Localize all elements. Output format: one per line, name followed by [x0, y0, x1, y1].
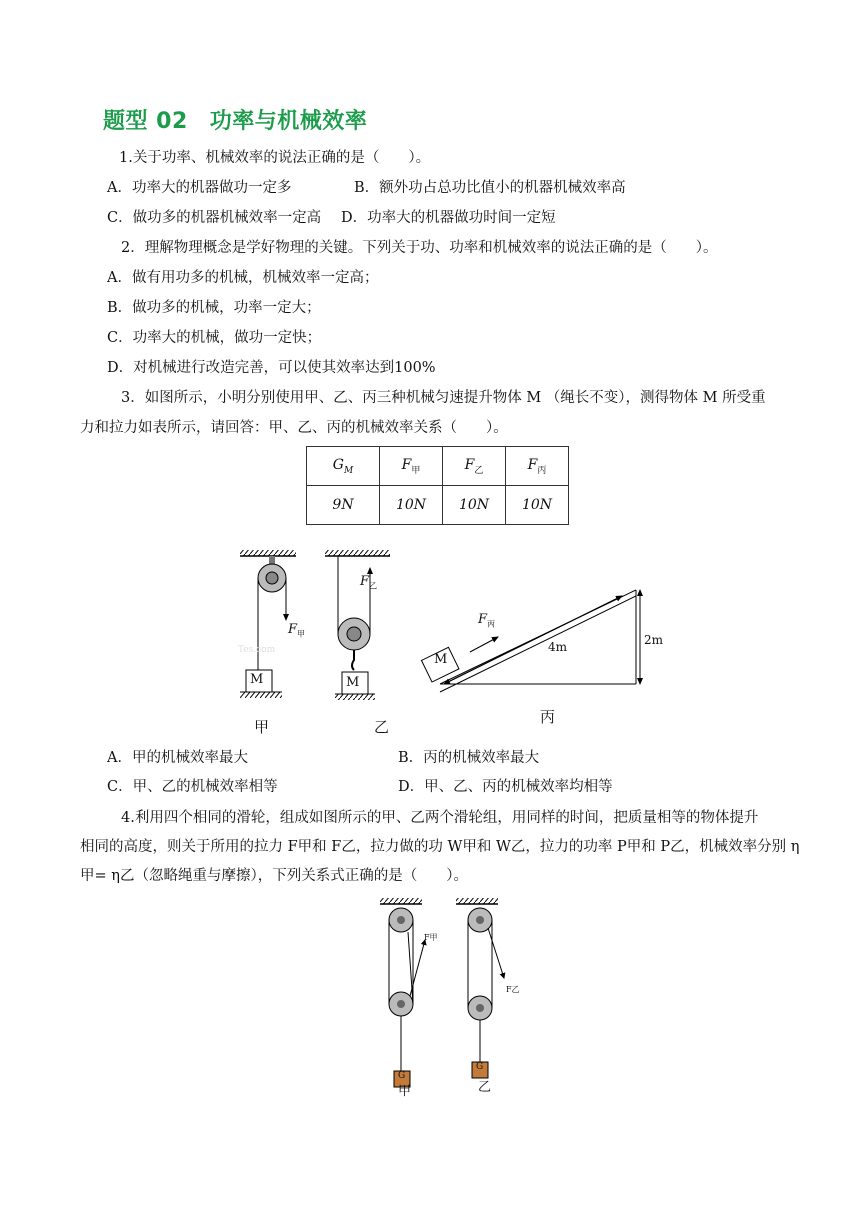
- table-header-cell: $G_M$: [307, 447, 380, 486]
- incline-bing: [421, 590, 640, 692]
- force-table: [306, 446, 569, 525]
- weight-label-yi: G: [476, 1062, 484, 1072]
- q1-option-c: C．做功多的机器机械效率一定高: [107, 210, 322, 226]
- force-label-jia: $F_甲$: [288, 622, 306, 639]
- table-header-cell: $F_乙$: [443, 447, 506, 486]
- q4-stem-line1: 4.利用四个相同的滑轮，组成如图所示的甲、乙两个滑轮组，用同样的时间，把质量相等的物体提升: [121, 810, 759, 826]
- table-cell: 10N: [443, 486, 506, 525]
- table-cell: 10N: [506, 486, 569, 525]
- q3-stem-line1: 3．如图所示，小明分别使用甲、乙、丙三种机械匀速提升物体 M （绳长不变），测得物体 M 所受重: [121, 390, 766, 406]
- watermark: Tes.com: [238, 645, 276, 655]
- table-header-cell: $F_丙$: [506, 447, 569, 486]
- q2-option-b: B．做功多的机械，功率一定大；: [107, 300, 321, 316]
- q3-option-c: C．甲、乙的机械效率相等: [107, 779, 278, 795]
- pulley-group-jia: [380, 898, 425, 1087]
- caption-yi: 乙: [374, 718, 390, 736]
- q2-option-d: D．对机械进行改造完善，可以使其效率达到100%: [107, 360, 436, 376]
- caption-yi-q4: 乙: [478, 1080, 492, 1095]
- incline-height-label: 2m: [644, 633, 664, 647]
- q1-option-b: B．额外功占总功比值小的机器机械效率高: [354, 180, 626, 196]
- force-label-yi-q4: F乙: [506, 985, 520, 994]
- q4-stem-line2: 相同的高度，则关于所用的拉力 F甲和 F乙，拉力做的功 W甲和 W乙，拉力的功率 P甲和 P乙，机械效率分别 η: [80, 839, 800, 855]
- incline-length-label: 4m: [548, 640, 568, 654]
- q1-stem: 1.关于功率、机械效率的说法正确的是（ ）。: [119, 150, 431, 166]
- q4-pulley-groups-figure: [370, 896, 530, 1096]
- q3-option-b: B．丙的机械效率最大: [398, 750, 540, 766]
- mass-label-yi: M: [346, 675, 360, 690]
- q2-stem: 2．理解物理概念是学好物理的关键。下列关于功、功率和机械效率的说法正确的是（ ）。: [121, 240, 718, 256]
- mass-label-bing: M: [434, 652, 448, 667]
- q2-option-a: A．做有用功多的机械，机械效率一定高；: [107, 270, 379, 286]
- q3-option-d: D．甲、乙、丙的机械效率均相等: [398, 779, 613, 795]
- caption-bing: 丙: [540, 708, 556, 726]
- table-row: [307, 486, 569, 525]
- caption-jia-q4: 甲: [398, 1084, 412, 1099]
- force-label-bing: $F_丙$: [478, 612, 496, 629]
- q1-option-d: D．功率大的机器做功时间一定短: [341, 210, 556, 226]
- mass-label-jia: M: [250, 672, 264, 687]
- table-header-cell: $F_甲$: [380, 447, 443, 486]
- q3-machines-figure: [230, 548, 670, 743]
- q3-stem-line2: 力和拉力如表所示，请回答：甲、乙、丙的机械效率关系（ ）。: [80, 420, 508, 436]
- table-cell: 9N: [307, 486, 380, 525]
- pulley-group-yi: [456, 898, 504, 1078]
- force-label-jia-q4: F甲: [424, 933, 438, 942]
- weight-label-jia: G: [398, 1071, 406, 1081]
- table-header-row: [307, 447, 569, 486]
- q1-option-a: A．功率大的机器做功一定多: [107, 180, 292, 196]
- force-label-yi: $F_乙$: [360, 574, 378, 591]
- section-name: 功率与机械效率: [209, 109, 368, 134]
- q4-stem-line3: 甲= η乙（忽略绳重与摩擦），下列关系式正确的是（ ）。: [80, 868, 468, 884]
- caption-jia: 甲: [254, 718, 270, 736]
- section-number: 题型 02: [103, 109, 188, 134]
- section-title: [103, 104, 367, 135]
- q3-option-a: A．甲的机械效率最大: [107, 750, 248, 766]
- q2-option-c: C．功率大的机械，做功一定快；: [107, 330, 322, 346]
- table-cell: 10N: [380, 486, 443, 525]
